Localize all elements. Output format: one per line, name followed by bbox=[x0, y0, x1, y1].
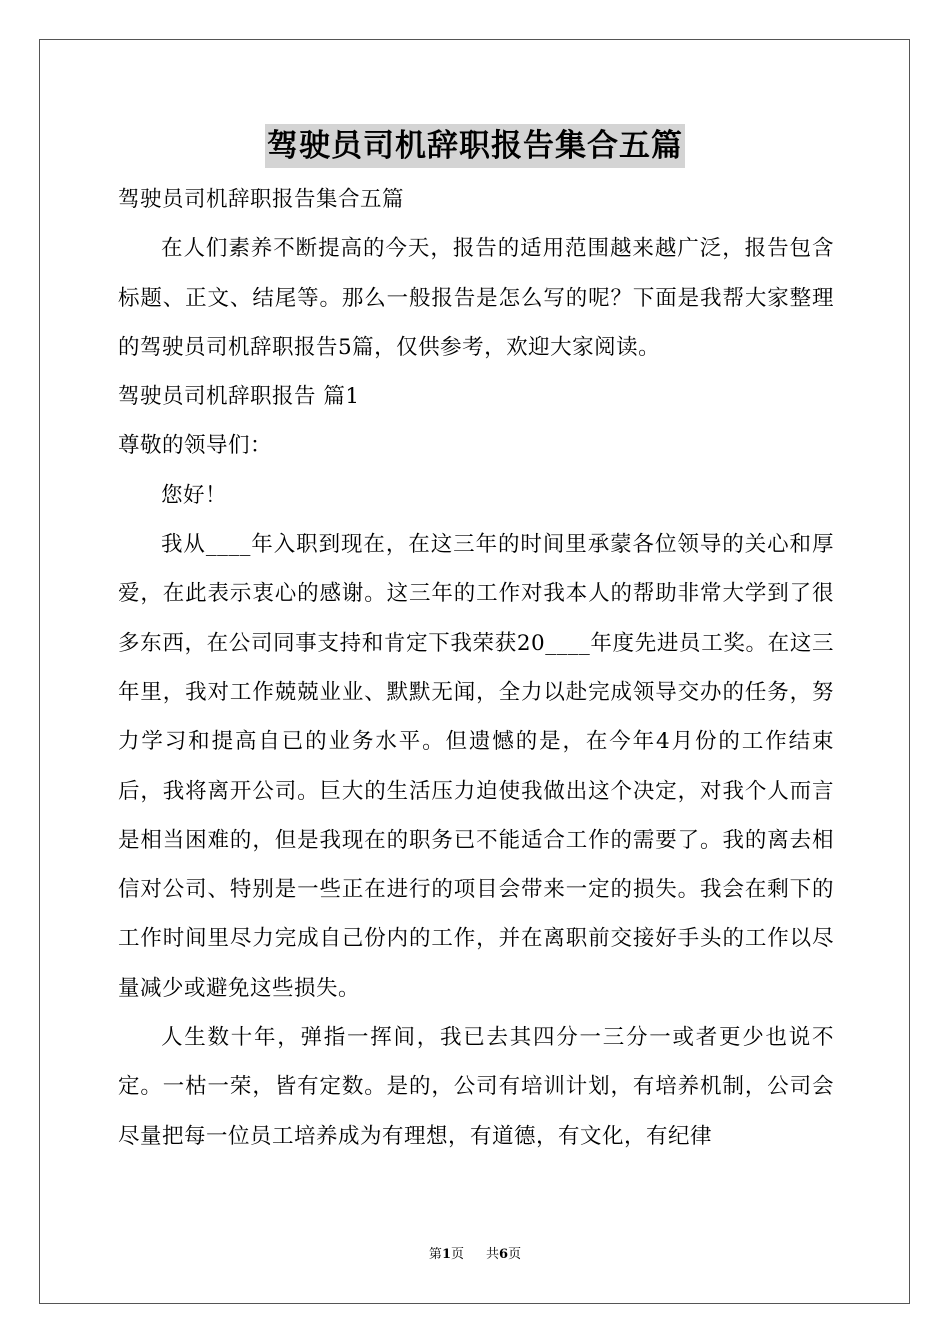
section-heading: 驾驶员司机辞职报告 篇1 bbox=[118, 384, 360, 410]
salutation: 尊敬的领导们： bbox=[118, 433, 273, 459]
page-current: 1 bbox=[441, 1247, 451, 1262]
total-prefix: 共 bbox=[486, 1247, 500, 1262]
title-container bbox=[0, 124, 950, 168]
page-footer bbox=[0, 1246, 950, 1264]
greeting: 您好！ bbox=[161, 482, 228, 508]
page-total: 6 bbox=[499, 1247, 509, 1262]
page-suffix: 页 bbox=[450, 1247, 464, 1262]
body-paragraph: 人生数十年，弹指一挥间，我已去其四分一三分一或者更少也说不定。一枯一荣，皆有定数。是的，公司有培训计划，有培养机制，公司会尽量把每一位员工培养成为有理想，有道德，有文化，有纪律 bbox=[118, 1025, 834, 1149]
document-title: 驾驶员司机辞职报告集合五篇 bbox=[265, 124, 685, 168]
document-subtitle: 驾驶员司机辞职报告集合五篇 bbox=[118, 187, 405, 212]
document-body bbox=[118, 175, 834, 1161]
intro-paragraph: 在人们素养不断提高的今天，报告的适用范围越来越广泛，报告包含标题、正文、结尾等。那么一般报告是怎么写的呢？下面是我帮大家整理的驾驶员司机辞职报告5篇，仅供参考，欢迎大家阅读。 bbox=[118, 236, 834, 360]
total-suffix: 页 bbox=[508, 1247, 522, 1262]
page-prefix: 第 bbox=[428, 1247, 442, 1262]
body-paragraph: 我从____年入职到现在，在这三年的时间里承蒙各位领导的关心和厚爱，在此表示衷心的感谢。这三年的工作对我本人的帮助非常大学到了很多东西，在公司同事支持和肯定下我荣获20____年度先进员工奖。在这三年里，我对工作兢兢业业、默默无闻，全力以赴完成领导交办的任务，努力学习和提高自已的业务水平。但遗憾的是，在今年4月份的工作结束后，我将离开公司。巨大的生活压力迫使我做出这个决定，对我个人而言是相当困难的，但是我现在的职务已不能适合工作的需要了。我的离去相信对公司、特别是一些正在进行的项目会带来一定的损失。我会在剩下的工作时间里尽力完成自己份内的工作，并在离职前交接好手头的工作以尽量减少或避免这些损失。 bbox=[118, 532, 834, 1001]
